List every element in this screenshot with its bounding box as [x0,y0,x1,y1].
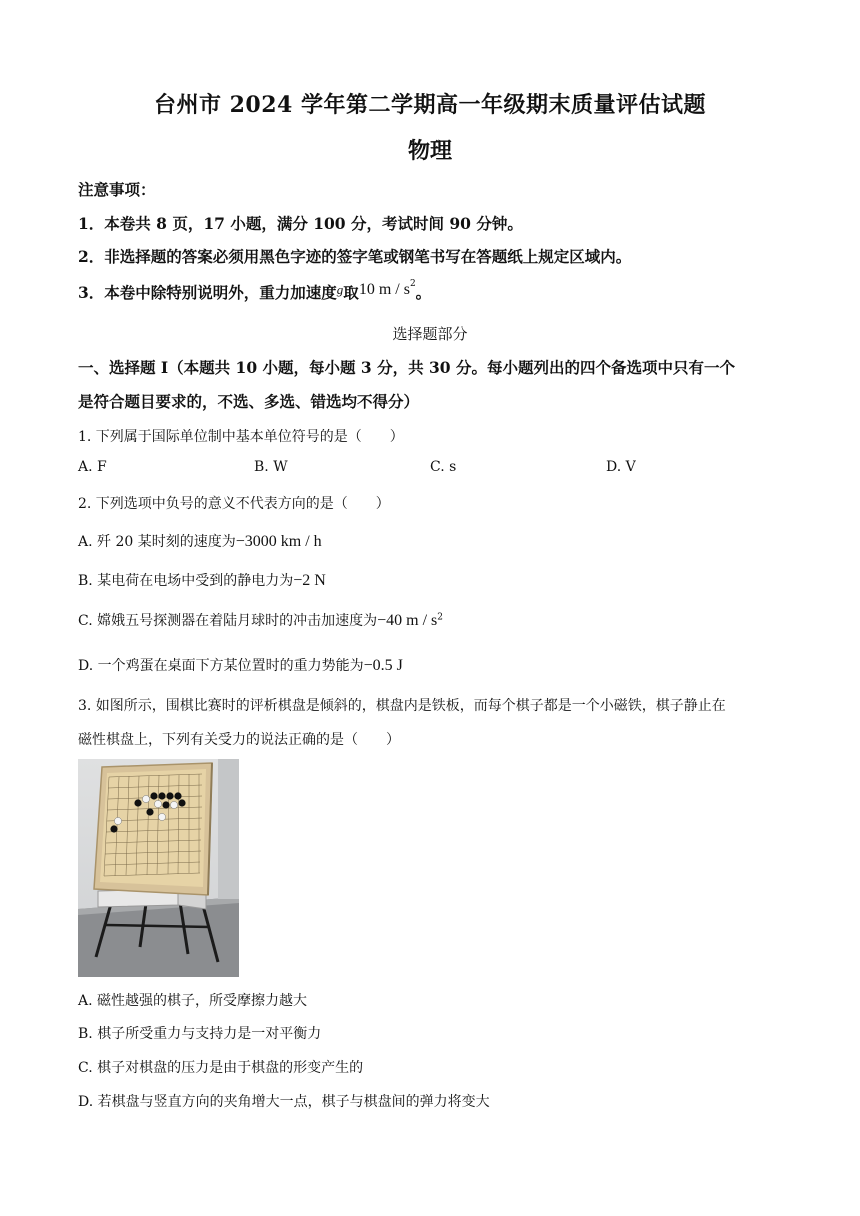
question-2-option-a-text: A. 歼 20 某时刻的速度为 [78,534,236,550]
go-board-photo [78,759,239,977]
gravity-exponent: 2 [409,278,416,289]
question-1-option-b: B. W [254,459,288,475]
notice-item-3-take: 取 [343,283,359,302]
question-2-option-b-text: B. 某电荷在电场中受到的静电力为 [78,573,294,589]
exam-title: 台州市 2024 学年第二学期高一年级期末质量评估试题 [153,92,707,118]
exam-subject: 物理 [407,138,452,164]
go-board-illustration [78,759,239,977]
notice-item-2: 2．非选择题的答案必须用黑色字迹的签字笔或钢笔书写在答题纸上规定区域内。 [78,247,632,266]
notice-item-3-text: 3．本卷中除特别说明外，重力加速度 [78,283,337,302]
part1-instructions-line1: 一、选择题 I（本题共 10 小题，每小题 3 分，共 30 分。每小题列出的四个备选项中只有一个 [78,358,735,377]
question-1-option-a: A. F [78,459,107,475]
question-2-option-c [78,610,443,630]
notice-item-3 [78,278,432,303]
question-2-option-b [78,570,326,590]
question-3-option-c: C. 棋子对棋盘的压力是由于棋盘的形变产生的 [78,1060,364,1076]
question-2-option-b-value: −2 N [293,572,326,589]
gravity-value: 10 m / s [358,281,410,298]
question-2-option-d [78,655,403,675]
section-title: 选择题部分 [392,325,468,343]
question-1-stem: 1. 下列属于国际单位制中基本单位符号的是（ ） [78,429,404,445]
question-2-option-c-value: −40 m / s [377,612,438,629]
notice-item-1: 1．本卷共 8 页，17 小题，满分 100 分，考试时间 90 分钟。 [78,214,523,233]
gravity-symbol: g [336,282,344,297]
question-3-option-d: D. 若棋盘与竖直方向的夹角增大一点，棋子与棋盘间的弹力将变大 [78,1094,490,1110]
question-1-option-c: C. s [430,459,457,475]
question-2-option-a-value: −3000 km / h [235,533,322,550]
question-2-option-c-exponent: 2 [437,612,443,623]
question-1-option-d: D. V [606,459,636,475]
question-2-option-a [78,531,322,551]
notice-item-3-end: 。 [415,283,432,302]
notice-heading: 注意事项： [78,180,156,199]
part1-instructions-line2: 是符合题目要求的，不选、多选、错选均不得分） [78,392,420,411]
question-3-option-b: B. 棋子所受重力与支持力是一对平衡力 [78,1026,322,1042]
question-3-stem-line2: 磁性棋盘上，下列有关受力的说法正确的是（ ） [78,732,400,748]
question-3-option-a: A. 磁性越强的棋子，所受摩擦力越大 [78,993,308,1009]
question-3-stem-line1: 3. 如图所示，围棋比赛时的评析棋盘是倾斜的，棋盘内是铁板，而每个棋子都是一个小磁铁，棋子静止在 [78,698,726,714]
question-2-stem: 2. 下列选项中负号的意义不代表方向的是（ ） [78,496,390,512]
question-2-option-d-text: D. 一个鸡蛋在桌面下方某位置时的重力势能为 [78,658,364,674]
question-2-option-c-text: C. 嫦娥五号探测器在着陆月球时的冲击加速度为 [78,613,378,629]
question-2-option-d-value: −0.5 J [363,657,403,674]
